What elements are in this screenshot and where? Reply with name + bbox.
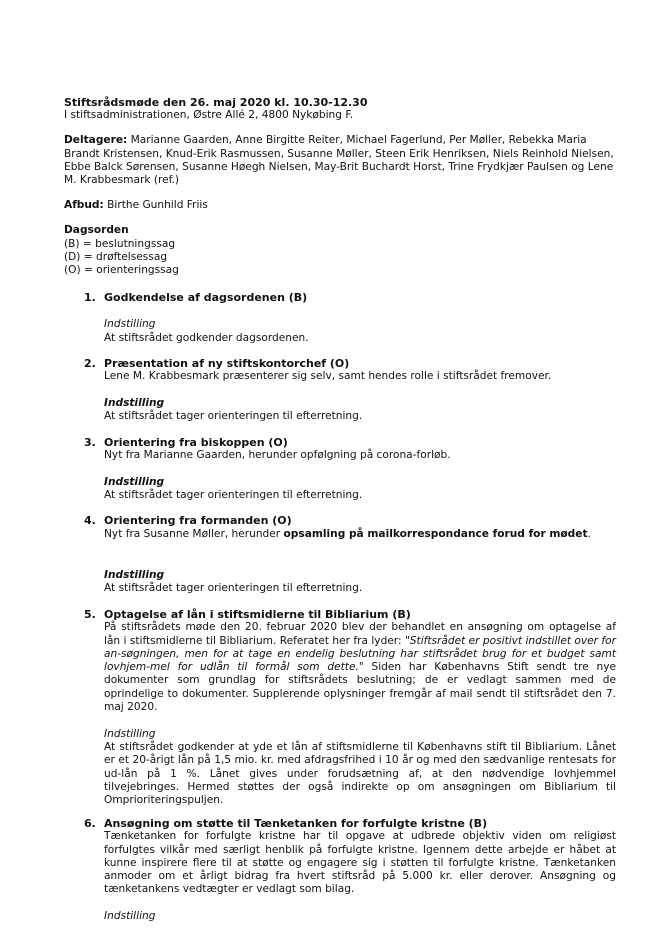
item-heading: Optagelse af lån i stiftsmidlerne til Bibliarium (B) bbox=[104, 608, 411, 622]
legend-o: (O) = orienteringssag bbox=[64, 264, 179, 277]
agenda-legend bbox=[64, 224, 616, 277]
item-body-end: Siden har Københavns Stift sendt tre nye dokumenter som grundlag for stiftsrådets beslutning; de er vedlagt sammen med de oprindelige to dokumenter. Supplerende oplysninger fremgår af mail sendt til stiftsrådet den 7. maj 2020. bbox=[104, 661, 617, 713]
item-recommendation-label: Indstilling bbox=[104, 727, 156, 740]
agenda-item-1 bbox=[64, 291, 616, 345]
meeting-header bbox=[64, 96, 616, 122]
item-body: Tænketanken for forfulgte kristne har til opgave at udbrede objektiv viden om religiøst forfulgtes vilkår med særligt henblik på forfulgte kristne. Igennem dette arbejde er håbet at kunne inspirere flere til at støtte og engagere sig i støtten til forfulgte kristne. Tænketanken anmoder om et årligt bidrag fra hvert stiftsråd på 5.000 kr. eller derover. Ansøgning og tænketankens vedtægter er vedlagt som bilag. bbox=[104, 830, 616, 896]
absent-text: Birthe Gunhild Friis bbox=[103, 199, 208, 212]
item-recommendation-text: At stiftsrådet tager orienteringen til efterretning. bbox=[104, 582, 363, 595]
item-number: 2. bbox=[84, 356, 96, 370]
legend-b: (B) = beslutningssag bbox=[64, 237, 176, 250]
item-recommendation-label: Indstilling bbox=[104, 476, 165, 489]
item-recommendation-text: At stiftsrådet tager orienteringen til efterretning. bbox=[104, 489, 363, 502]
participants-text: Marianne Gaarden, Anne Birgitte Reiter, Michael Fagerlund, Per Møller, Rebekka Maria Brandt Kristensen, Knud-Erik Rasmussen, Susanne Møller, Steen Erik Henriksen, Niels Reinhold Nielsen, Ebbe Balck Sørensen, Susanne Høegh Nielsen, May-Brit Buchardt Horst, Trine Frydkjær Paulsen og Lene M. Krabbesmark (ref.) bbox=[64, 134, 614, 187]
item-recommendation-text: At stiftsrådet godkender at yde et lån af stiftsmidlerne til Københavns stift til Bibliarium. Lånet er et 20-årigt lån på 1,5 mio. kr. med afdragsfrihed i 10 år og med den sædvanlige rentesats for ud-lån på 1 %. Lånet gives under forudsætning af, at den nødvendige lovhjemmel tilvejebringes. Hermed støttes der også indirekte op om ansøgningen om Bibliarium til Omprioriteringspuljen. bbox=[104, 741, 616, 806]
item-number: 6. bbox=[84, 817, 96, 831]
agenda-item-5 bbox=[64, 608, 616, 807]
item-number: 4. bbox=[84, 514, 96, 528]
item-body: Nyt fra Marianne Gaarden, herunder opfølgning på corona-forløb. bbox=[104, 448, 451, 461]
document-page bbox=[64, 96, 616, 924]
item-heading: Orientering fra biskoppen (O) bbox=[104, 435, 288, 449]
item-body-text: På stiftsrådets møde den 20. februar 2020 blev der behandlet en ansøgning om optagelse af lån i stiftsmidlerne til Bibliarium. Referatet her fra lyder: bbox=[104, 621, 616, 647]
agenda-item-2 bbox=[64, 357, 616, 424]
participants bbox=[64, 134, 616, 187]
item-recommendation-text: At stiftsrådet godkender dagsordenen. bbox=[104, 331, 309, 344]
item-number: 5. bbox=[84, 608, 96, 622]
item-body: Lene M. Krabbesmark præsenterer sig selv, samt hendes rolle i stiftsrådet fremover. bbox=[104, 370, 552, 383]
agenda-title: Dagsorden bbox=[64, 224, 129, 237]
item-recommendation-label: Indstilling bbox=[104, 568, 165, 581]
item-heading: Godkendelse af dagsordenen (B) bbox=[104, 291, 308, 305]
item-recommendation-text: At stiftsrådet tager orienteringen til efterretning. bbox=[104, 410, 363, 423]
agenda-item-4 bbox=[64, 514, 616, 595]
item-body-emphasis: opsamling på mailkorrespondance forud for mødet bbox=[283, 527, 588, 540]
agenda-item-3 bbox=[64, 436, 616, 503]
item-heading: Præsentation af ny stiftskontorchef (O) bbox=[104, 356, 350, 370]
agenda-item-6 bbox=[64, 817, 616, 923]
item-number: 3. bbox=[84, 435, 96, 449]
participants-label: Deltagere: bbox=[64, 134, 128, 147]
item-body-text: Nyt fra Susanne Møller, herunder bbox=[104, 527, 284, 540]
item-recommendation-label: Indstilling bbox=[104, 318, 156, 331]
absent-label: Afbud: bbox=[64, 199, 104, 212]
item-body-end: . bbox=[587, 527, 591, 540]
absent bbox=[64, 199, 616, 212]
item-heading: Ansøgning om støtte til Tænketanken for forfulgte kristne (B) bbox=[104, 817, 488, 831]
item-body bbox=[104, 621, 616, 713]
meeting-location: I stiftsadministrationen, Østre Allé 2, 4800 Nykøbing F. bbox=[64, 109, 354, 122]
item-recommendation-label: Indstilling bbox=[104, 910, 156, 923]
page-title: Stiftsrådsmøde den 26. maj 2020 kl. 10.30-12.30 bbox=[64, 96, 368, 109]
item-number: 1. bbox=[84, 291, 96, 305]
item-body bbox=[104, 528, 616, 541]
item-body-quote: "Stiftsrådet er positivt indstillet over for an-søgningen, men for at tage en endelig beslutning har stiftsrådet brug for et budget samt lovhjem-mel for udlån til formål som dette." bbox=[104, 634, 616, 674]
item-recommendation-label: Indstilling bbox=[104, 397, 165, 410]
item-heading: Orientering fra formanden (O) bbox=[104, 514, 292, 528]
legend-d: (D) = drøftelsessag bbox=[64, 250, 168, 263]
